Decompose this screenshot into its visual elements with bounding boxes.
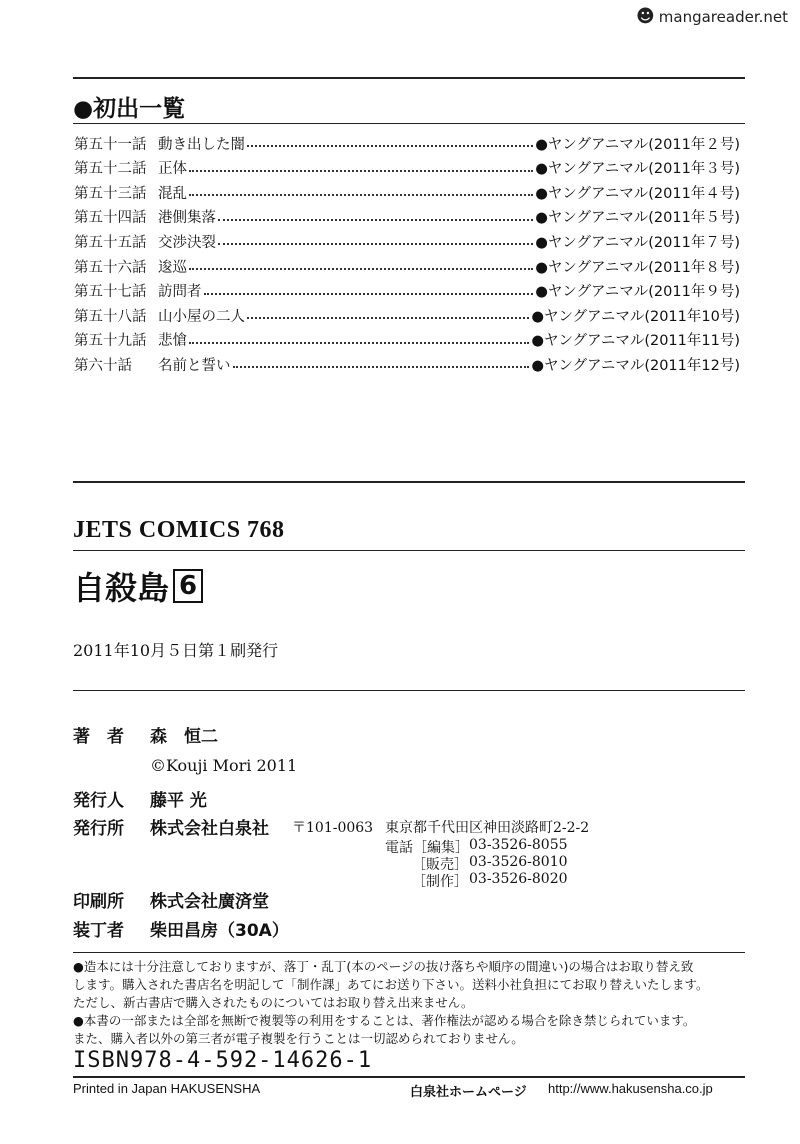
episode-title: 悲愴	[158, 333, 187, 350]
phone-production: 03-3526-8020	[469, 871, 568, 887]
episode-source: ●ヤングアニマル(2011年８号)	[535, 259, 740, 276]
first-appearance-heading: ●初出一覧	[73, 96, 186, 122]
episode-number: 第六十話	[74, 357, 132, 374]
leader-dots	[233, 366, 530, 368]
episode-number: 第五十一話	[74, 136, 147, 153]
episode-title: 動き出した闇	[158, 136, 245, 153]
series-label: JETS COMICS 768	[73, 517, 285, 543]
series-rule	[73, 550, 745, 551]
episode-number: 第五十四話	[74, 210, 147, 227]
publication-date: 2011年10月５日第１刷発行	[73, 641, 279, 660]
episode-number: 第五十二話	[74, 161, 147, 178]
episode-source: ●ヤングアニマル(2011年２号)	[535, 136, 740, 153]
printer-name: 株式会社廣済堂	[150, 892, 269, 912]
note-line: また、購入者以外の第三者が電子複製を行うことは一切認められておりません。	[73, 1031, 524, 1046]
author-name: 森 恒二	[150, 727, 218, 747]
designer-label: 装丁者	[73, 921, 124, 941]
printer-label: 印刷所	[73, 892, 124, 912]
bottom-rule	[73, 1076, 745, 1078]
phone-sales-label: ［販売］	[412, 857, 468, 873]
episode-source: ●ヤングアニマル(2011年４号)	[535, 185, 740, 202]
episode-number: 第五十七話	[74, 284, 147, 301]
middle-rule	[73, 481, 745, 483]
toc-row	[74, 303, 740, 327]
book-title	[73, 563, 203, 609]
note-line: します。購入された書店名を明記して「制作課」あてにお送り下さい。送料小社負担にてお取り替えいたします。	[73, 977, 709, 992]
publisher-person: 藤平 光	[150, 791, 207, 811]
publisher-person-label: 発行人	[73, 791, 124, 811]
episode-source: ●ヤングアニマル(2011年12号)	[531, 357, 740, 374]
notes-rule	[73, 952, 745, 953]
phone-sales: 03-3526-8010	[469, 854, 568, 870]
printed-in: Printed in Japan HAKUSENSHA	[73, 1081, 261, 1096]
toc-row	[74, 328, 740, 352]
episode-source: ●ヤングアニマル(2011年10号)	[531, 308, 740, 325]
toc-row	[74, 229, 740, 253]
episode-title: 港側集落	[158, 210, 216, 227]
episode-number: 第五十三話	[74, 185, 147, 202]
note-line: ただし、新古書店で購入されたものについてはお取り替え出来ません。	[73, 995, 474, 1010]
episode-source: ●ヤングアニマル(2011年９号)	[535, 284, 740, 301]
leader-dots	[218, 219, 533, 221]
toc-row	[74, 180, 740, 204]
leader-dots	[247, 145, 533, 147]
leader-dots	[189, 268, 533, 270]
leader-dots	[204, 293, 534, 295]
heading-rule	[73, 123, 745, 124]
toc-row	[74, 254, 740, 278]
episode-number: 第五十六話	[74, 259, 147, 276]
episode-title: 山小屋の二人	[158, 308, 245, 325]
toc-row	[74, 131, 740, 155]
homepage-label: 白泉社ホームページ	[410, 1085, 527, 1100]
toc-row	[74, 352, 740, 376]
author-label: 著 者	[73, 727, 124, 747]
top-rule	[73, 77, 745, 79]
leader-dots	[218, 243, 533, 245]
face-icon: ☻	[636, 6, 655, 27]
phone-editorial: 03-3526-8055	[469, 837, 568, 853]
episode-source: ●ヤングアニマル(2011年11号)	[531, 333, 740, 350]
copyright: ©Kouji Mori 2011	[150, 756, 298, 775]
note-line: ●本書の一部または全部を無断で複製等の利用をすることは、著作権法が認める場合を除き禁じられています。	[73, 1013, 696, 1028]
episode-number: 第五十五話	[74, 234, 147, 251]
address: 東京都千代田区神田淡路町2-2-2	[385, 820, 590, 836]
episode-title: 交渉決裂	[158, 234, 216, 251]
episode-source: ●ヤングアニマル(2011年５号)	[535, 210, 740, 227]
leader-dots	[189, 342, 529, 344]
episode-title: 逡巡	[158, 259, 187, 276]
publisher-label: 発行所	[73, 819, 124, 839]
episode-title: 訪問者	[158, 284, 202, 301]
toc-row	[74, 205, 740, 229]
episode-number: 第五十八話	[74, 308, 147, 325]
episode-source: ●ヤングアニマル(2011年７号)	[535, 234, 740, 251]
phone-production-label: ［制作］	[412, 874, 468, 890]
toc-row	[74, 279, 740, 303]
leader-dots	[247, 317, 529, 319]
note-line: ●造本には十分注意しておりますが、落丁・乱丁(本のページの抜け落ちや順序の間違い)の場合はお取り替え致	[73, 959, 694, 974]
volume-number: 6	[173, 569, 203, 603]
watermark-text: mangareader.net	[658, 7, 788, 26]
episode-title: 名前と誓い	[158, 357, 231, 374]
episode-title: 混乱	[158, 185, 187, 202]
book-title-text: 自殺島	[73, 569, 170, 607]
leader-dots	[189, 170, 533, 172]
postal-code: 〒101-0063	[292, 820, 374, 836]
phone-editorial-label: 電話［編集］	[385, 840, 469, 856]
publisher-name: 株式会社白泉社	[150, 819, 269, 839]
date-rule	[73, 690, 745, 691]
designer-name: 柴田昌房（30A）	[150, 921, 289, 941]
notes	[73, 958, 753, 1048]
isbn: ISBN978-4-592-14626-1	[73, 1048, 373, 1073]
toc-row	[74, 156, 740, 180]
episode-number: 第五十九話	[74, 333, 147, 350]
watermark	[636, 6, 788, 27]
leader-dots	[189, 194, 533, 196]
episode-source: ●ヤングアニマル(2011年３号)	[535, 161, 740, 178]
homepage-url[interactable]: http://www.hakusensha.co.jp	[548, 1081, 713, 1096]
episode-title: 正体	[158, 161, 187, 178]
